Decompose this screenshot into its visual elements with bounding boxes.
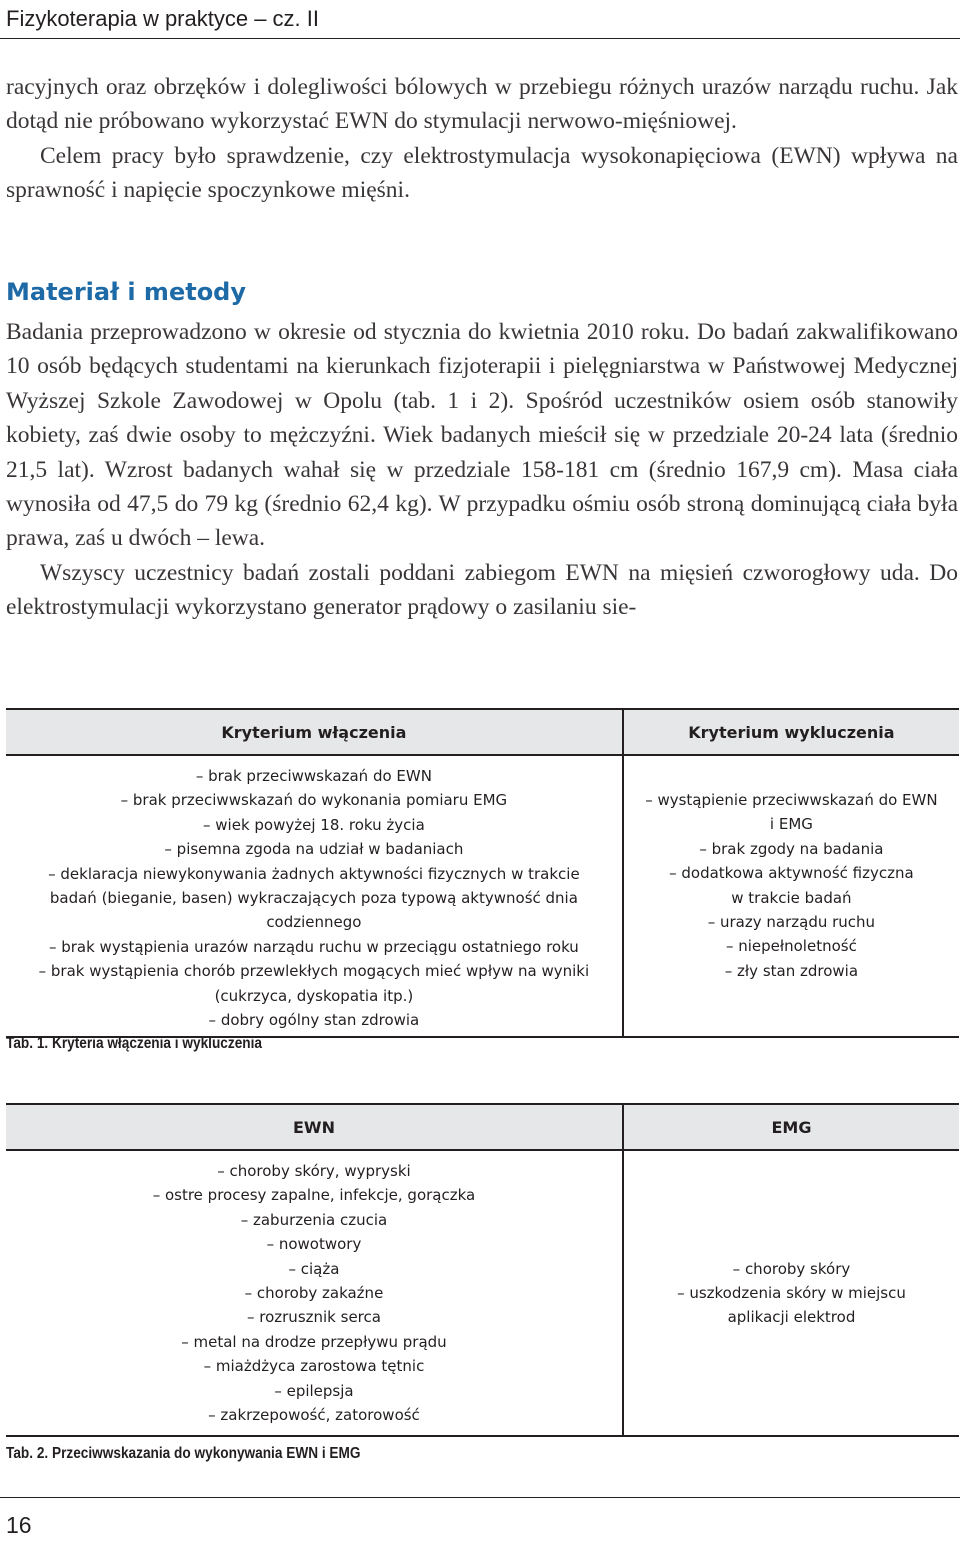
list-item: – miażdżyca zarostowa tętnic — [203, 1357, 425, 1376]
list-item: badań (bieganie, basen) wykraczających poza typową aktywność dnia — [49, 889, 578, 908]
header-divider — [0, 38, 960, 39]
list-item: – dobry ogólny stan zdrowia — [208, 1011, 420, 1030]
list-item: codziennego — [266, 913, 362, 932]
methods-paragraph-2: Wszyscy uczestnicy badań zostali poddani zabiegom EWN na mięsień czworogłowy uda. Do elektrostymulacji wykorzystano generator prądowy o zasilaniu sie- — [6, 559, 958, 621]
list-item: – zakrzepowość, zatorowość — [208, 1406, 420, 1425]
table-header-emg: EMG — [623, 1104, 959, 1150]
list-item: – brak wystąpienia urazów narządu ruchu w przeciągu ostatniego roku — [48, 937, 579, 956]
table-header-row — [6, 709, 959, 755]
contraindications-table — [6, 1103, 959, 1437]
list-item: – ostre procesy zapalne, infekcje, gorączka — [152, 1186, 476, 1205]
list-item: – ciąża — [288, 1259, 340, 1278]
list-item: – deklaracja niewykonywania żadnych aktywności fizycznych w trakcie — [48, 864, 580, 883]
list-item: – zły stan zdrowia — [724, 961, 859, 980]
list-item: – zaburzenia czucia — [240, 1210, 388, 1229]
table-header-row — [6, 1104, 959, 1150]
list-item: – nowotwory — [266, 1235, 362, 1254]
list-item: – dodatkowa aktywność fizyczna — [669, 864, 914, 883]
list-item: – metal na drodze przepływu prądu — [181, 1332, 447, 1351]
list-item: – brak przeciwwskazań do EWN — [195, 767, 432, 785]
list-item: – niepełnoletność — [725, 937, 857, 956]
list-item: – brak zgody na badania — [699, 839, 884, 858]
list-item: – wystąpienie przeciwwskazań do EWN — [645, 791, 938, 809]
methods-text — [6, 315, 958, 625]
intro-text — [6, 70, 958, 208]
page-number: 16 — [6, 1512, 32, 1538]
list-item: – choroby zakaźne — [244, 1284, 384, 1303]
table-header-ewn: EWN — [6, 1104, 623, 1150]
table-row — [6, 1150, 959, 1436]
footer-divider — [0, 1497, 960, 1498]
ewn-contraindications-cell — [6, 1150, 623, 1436]
list-item: – choroby skóry — [732, 1259, 851, 1278]
running-header: Fizykoterapia w praktyce – cz. II — [6, 6, 319, 31]
table-1-caption: Tab. 1. Kryteria włączenia i wykluczenia — [6, 1035, 262, 1052]
list-item: (cukrzyca, dyskopatia itp.) — [214, 986, 414, 1005]
table-header-exclusion: Kryterium wykluczenia — [623, 709, 959, 755]
list-item: – urazy narządu ruchu — [707, 913, 876, 932]
list-item: – brak wystąpienia chorób przewlekłych mogących mieć wpływ na wyniki — [38, 962, 590, 981]
list-item: w trakcie badań — [731, 888, 852, 907]
emg-contraindications-cell — [623, 1150, 959, 1436]
list-item: – epilepsja — [274, 1381, 354, 1400]
list-item: – choroby skóry, wypryski — [217, 1162, 411, 1180]
intro-paragraph-1: racyjnych oraz obrzęków i dolegliwości bólowych w przebiegu różnych urazów narządu ruchu. Jak dotąd nie próbowano wykorzystać EWN do stymulacji nerwowo-mięśniowej. — [6, 74, 958, 135]
list-item: – rozrusznik serca — [246, 1308, 381, 1327]
list-item: – uszkodzenia skóry w miejscu — [677, 1284, 906, 1303]
list-item: – pisemna zgoda na udział w badaniach — [164, 840, 464, 859]
exclusion-criteria-cell — [623, 755, 959, 1037]
table-header-inclusion: Kryterium włączenia — [6, 709, 623, 755]
table-row — [6, 755, 959, 1037]
inclusion-criteria-cell — [6, 755, 623, 1037]
intro-paragraph-2: Celem pracy było sprawdzenie, czy elektrostymulacja wysokonapięciowa (EWN) wpływa na sprawność i napięcie spoczynkowe mięśni. — [6, 142, 958, 204]
list-item: – wiek powyżej 18. roku życia — [203, 815, 425, 834]
list-item: – brak przeciwwskazań do wykonania pomiaru EMG — [120, 791, 508, 810]
methods-paragraph-1: Badania przeprowadzono w okresie od stycznia do kwietnia 2010 roku. Do badań zakwalifikowano 10 osób będących studentami na kierunkach fizjoterapii i pielęgniarstwa w Państwowej Medycznej Wyższej Szkole Zawodowej w Opolu (tab. 1 i 2). Spośród uczestników osiem osób stanowiły kobiety, zaś dwie osoby to mężczyźni. Wiek badanych mieścił się w przedziale 20-24 lata (średnio 21,5 lat). Wzrost badanych wahał się w przedziale 158-181 cm (średnio 167,9 cm). Masa ciała wynosiła od 47,5 do 79 kg (średnio 62,4 kg). W przypadku ośmiu osób stroną dominującą ciała była prawa, zaś u dwóch – lewa. — [6, 319, 958, 552]
list-item: i EMG — [769, 815, 813, 834]
inclusion-exclusion-table — [6, 708, 959, 1038]
table-2-caption: Tab. 2. Przeciwwskazania do wykonywania EWN i EMG — [6, 1445, 361, 1462]
section-heading: Materiał i metody — [6, 278, 246, 306]
list-item: aplikacji elektrod — [727, 1308, 856, 1327]
